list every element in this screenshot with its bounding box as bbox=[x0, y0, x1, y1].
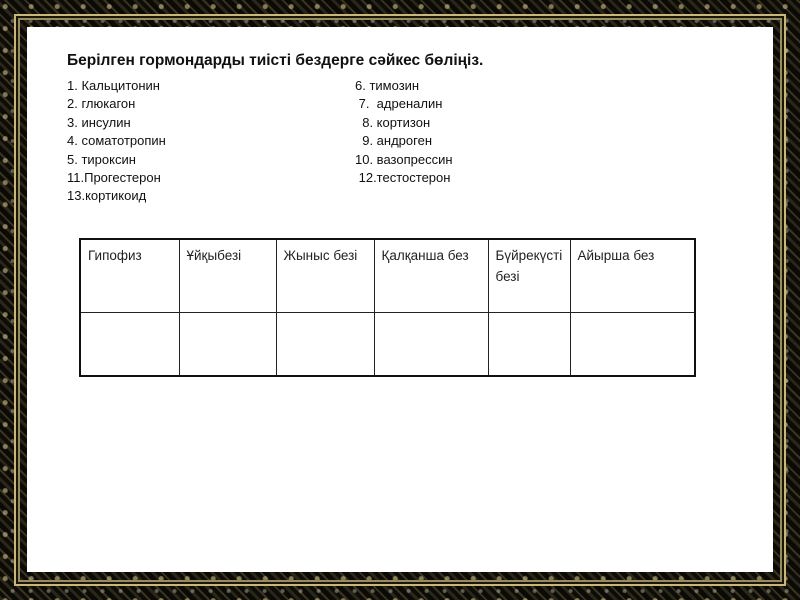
answer-cell[interactable] bbox=[570, 313, 695, 377]
answer-cell[interactable] bbox=[80, 313, 179, 377]
table-header-cell: Қалқанша без bbox=[374, 239, 488, 313]
table-header-cell: Гипофиз bbox=[80, 239, 179, 313]
table-header-cell: Айырша без bbox=[570, 239, 695, 313]
hormone-list-left bbox=[67, 77, 166, 206]
hormone-list-right bbox=[355, 77, 453, 187]
hormone-item: 3. инсулин bbox=[67, 114, 131, 130]
hormone-item: 7. адреналин bbox=[355, 96, 443, 112]
table-header-cell: Ұйқыбезі bbox=[179, 239, 276, 313]
hormone-item: 11.Прогестерон bbox=[67, 170, 161, 186]
hormone-item: 4. соматотропин bbox=[67, 133, 166, 149]
hormone-item: 6. тимозин bbox=[355, 78, 420, 93]
answer-cell[interactable] bbox=[179, 313, 276, 377]
hormone-item: 13.кортикоид bbox=[67, 188, 147, 204]
table-answer-row bbox=[80, 313, 695, 377]
hormone-item: 9. андроген bbox=[355, 133, 432, 149]
hormone-item: 8. кортизон bbox=[355, 114, 431, 130]
task-title: Берілген гормондарды тиісті бездерге сәйкес бөліңіз. bbox=[67, 52, 484, 69]
answer-cell[interactable] bbox=[374, 313, 488, 377]
hormone-item: 5. тироксин bbox=[67, 151, 136, 167]
answer-cell[interactable] bbox=[276, 313, 374, 377]
hormone-item: 1. Кальцитонин bbox=[67, 78, 160, 93]
answer-cell[interactable] bbox=[488, 313, 570, 377]
table-header-cell: Жыныс безі bbox=[276, 239, 374, 313]
hormone-item: 12.тестостерон bbox=[355, 170, 451, 186]
hormone-item: 2. глюкагон bbox=[67, 96, 136, 112]
slide-content bbox=[27, 27, 773, 572]
table-header-cell: Бүйрекүсті безі bbox=[488, 239, 570, 313]
gland-table bbox=[79, 238, 696, 377]
table-header-row bbox=[80, 239, 695, 313]
hormone-item: 10. вазопрессин bbox=[355, 151, 453, 167]
